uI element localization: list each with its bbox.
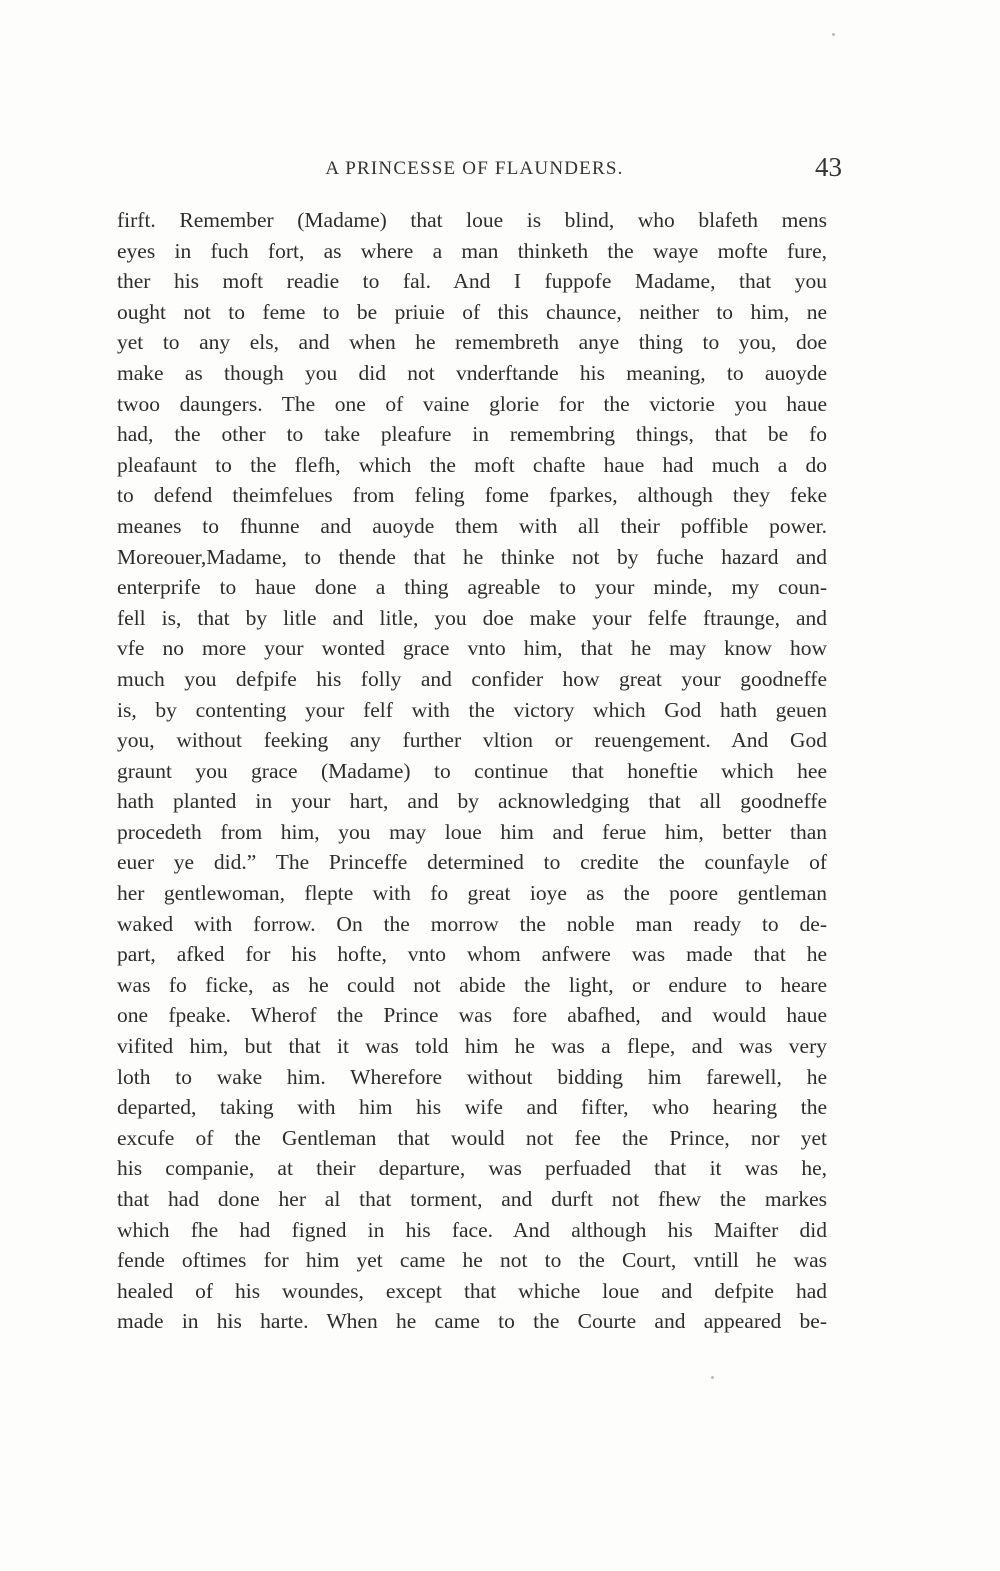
text-line: was fo ficke, as he could not abide the light, or endure to heare — [117, 972, 827, 997]
text-line: meanes to fhunne and auoyde them with all their poffible power. — [117, 513, 827, 538]
text-line: vfe no more your wonted grace vnto him, that he may know how — [117, 636, 827, 661]
text-line: vifited him, but that it was told him he was a flepe, and was very — [117, 1034, 827, 1059]
text-line: yet to any els, and when he remembreth anye thing to you, doe — [117, 330, 827, 355]
text-line: that had done her al that torment, and durft not fhew the markes — [117, 1187, 827, 1211]
text-line: departed, taking with him his wife and fifter, who hearing the — [117, 1095, 827, 1120]
text-line: eyes in fuch fort, as where a man thinketh the waye mofte fure, — [117, 238, 827, 263]
paper-speck — [711, 1376, 714, 1379]
text-line: to defend theimfelues from feling fome fparkes, although they feke — [117, 483, 827, 508]
text-line: Moreouer,Madame, to thende that he thinke not by fuche hazard and — [117, 544, 827, 569]
text-line: make as though you did not vnderftande his meaning, to auoyde — [117, 360, 827, 385]
text-line: her gentlewoman, flepte with fo great ioye as the poore gentleman — [117, 881, 827, 906]
text-line: had, the other to take pleafure in remembring things, that be fo — [117, 422, 827, 447]
text-line: enterprife to haue done a thing agreable to your minde, my coun- — [117, 575, 827, 600]
text-line: procedeth from him, you may loue him and ferue him, better than — [117, 819, 827, 844]
text-line: firft. Remember (Madame) that loue is blind, who blafeth mens — [117, 208, 827, 232]
paper-speck — [832, 33, 835, 36]
text-line: his companie, at their departure, was perfuaded that it was he, — [117, 1156, 827, 1181]
text-line: much you defpife his folly and confider how great your goodneffe — [117, 666, 827, 691]
text-line: part, afked for his hofte, vnto whom anfwere was made that he — [117, 942, 827, 967]
text-line: fende oftimes for him yet came he not to the Court, vntill he was — [117, 1248, 827, 1273]
text-line: ought not to feme to be priuie of this chaunce, neither to him, ne — [117, 299, 827, 324]
text-line: healed of his woundes, except that whiche loue and defpite had — [117, 1278, 827, 1303]
text-line: is, by contenting your felf with the victory which God hath geuen — [117, 697, 827, 722]
running-head — [117, 152, 842, 192]
text-line: loth to wake him. Wherefore without bidding him farewell, he — [117, 1064, 827, 1089]
text-line: graunt you grace (Madame) to continue that honeftie which hee — [117, 758, 827, 783]
text-line: one fpeake. Wherof the Prince was fore abafhed, and would haue — [117, 1003, 827, 1028]
text-line: excufe of the Gentleman that would not fee the Prince, nor yet — [117, 1125, 827, 1150]
running-title: A PRINCESSE OF FLAUNDERS. — [325, 158, 624, 179]
text-line: ther his moft readie to fal. And I fuppofe Madame, that you — [117, 269, 827, 294]
page-number: 43 — [815, 152, 842, 182]
text-line: twoo daungers. The one of vaine glorie for the victorie you haue — [117, 391, 827, 416]
text-line: euer ye did.” The Princeffe determined to credite the counfayle of — [117, 850, 827, 875]
text-line: made in his harte. When he came to the Courte and appeared be- — [117, 1309, 827, 1334]
text-line: hath planted in your hart, and by acknowledging that all goodneffe — [117, 789, 827, 814]
text-line: pleafaunt to the flefh, which the moft chafte haue had much a do — [117, 452, 827, 477]
text-line: waked with forrow. On the morrow the noble man ready to de- — [117, 911, 827, 936]
text-line: you, without feeking any further vltion or reuengement. And God — [117, 728, 827, 753]
text-line: which fhe had figned in his face. And although his Maifter did — [117, 1217, 827, 1242]
text-line: fell is, that by litle and litle, you doe make your felfe ftraunge, and — [117, 605, 827, 630]
body-text — [117, 205, 827, 1337]
